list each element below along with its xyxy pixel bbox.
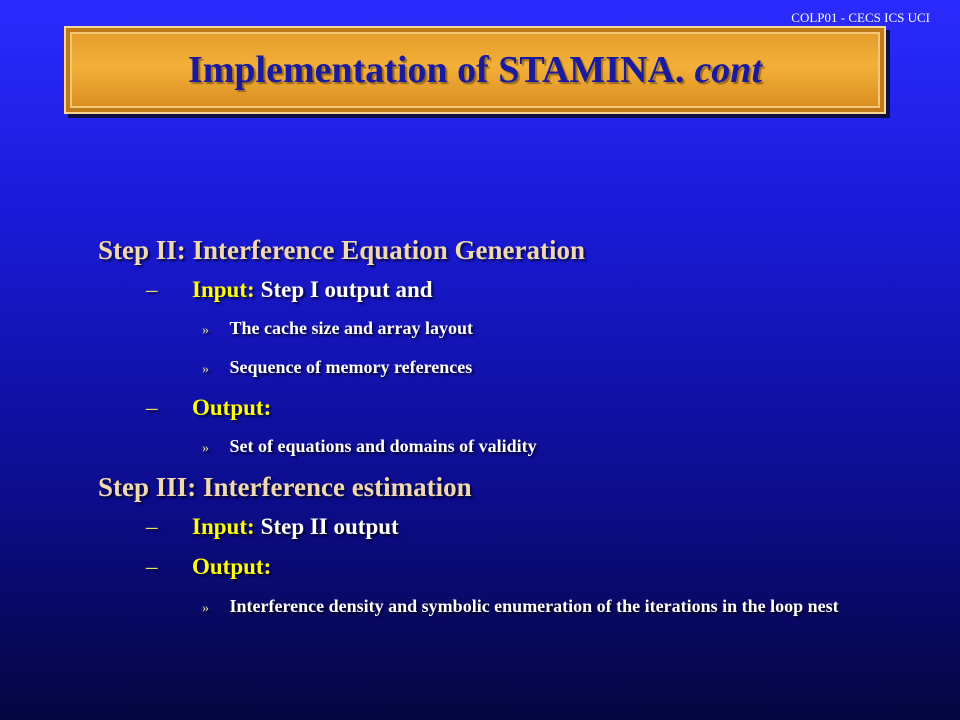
- sub-bullet-text: Interference density and symbolic enumeration of the iterations in the loop nest: [229, 596, 839, 616]
- sub-bullet: [202, 310, 898, 349]
- title-banner: [64, 26, 886, 114]
- sub-bullet: [202, 587, 898, 620]
- sub-bullet: [202, 428, 898, 467]
- output-item: [146, 547, 898, 587]
- slide-title: [188, 48, 762, 92]
- bullet-marker: »: [202, 601, 209, 616]
- step-heading: Step III: Interference estimation: [98, 472, 472, 502]
- input-item: [146, 507, 898, 547]
- title-italic: cont: [694, 49, 762, 91]
- slide-content: [98, 230, 898, 620]
- sub-bullet-text: Sequence of memory references: [229, 357, 473, 377]
- output-item: [146, 388, 898, 428]
- input-keyword: Input:: [192, 277, 255, 302]
- sub-bullet: [202, 349, 898, 388]
- input-keyword: Input:: [192, 514, 255, 539]
- dash-marker: –: [146, 395, 158, 420]
- bullet-marker: »: [202, 362, 209, 377]
- output-keyword: Output:: [192, 554, 272, 579]
- input-item: [146, 270, 898, 310]
- corner-label: COLP01 - CECS ICS UCI: [791, 10, 930, 25]
- bullet-marker: »: [202, 323, 209, 338]
- step-heading: Step II: Interference Equation Generation: [98, 235, 585, 265]
- input-text: Step II output: [260, 514, 399, 539]
- sub-bullet-text: The cache size and array layout: [229, 318, 474, 338]
- dash-marker: –: [146, 277, 158, 302]
- dash-marker: –: [146, 514, 158, 539]
- output-keyword: Output:: [192, 395, 272, 420]
- sub-bullet-text: Set of equations and domains of validity: [229, 436, 537, 456]
- bullet-marker: »: [202, 441, 209, 456]
- title-main: Implementation of STAMINA.: [187, 49, 685, 91]
- dash-marker: –: [146, 554, 158, 579]
- input-text: Step I output and: [260, 277, 433, 302]
